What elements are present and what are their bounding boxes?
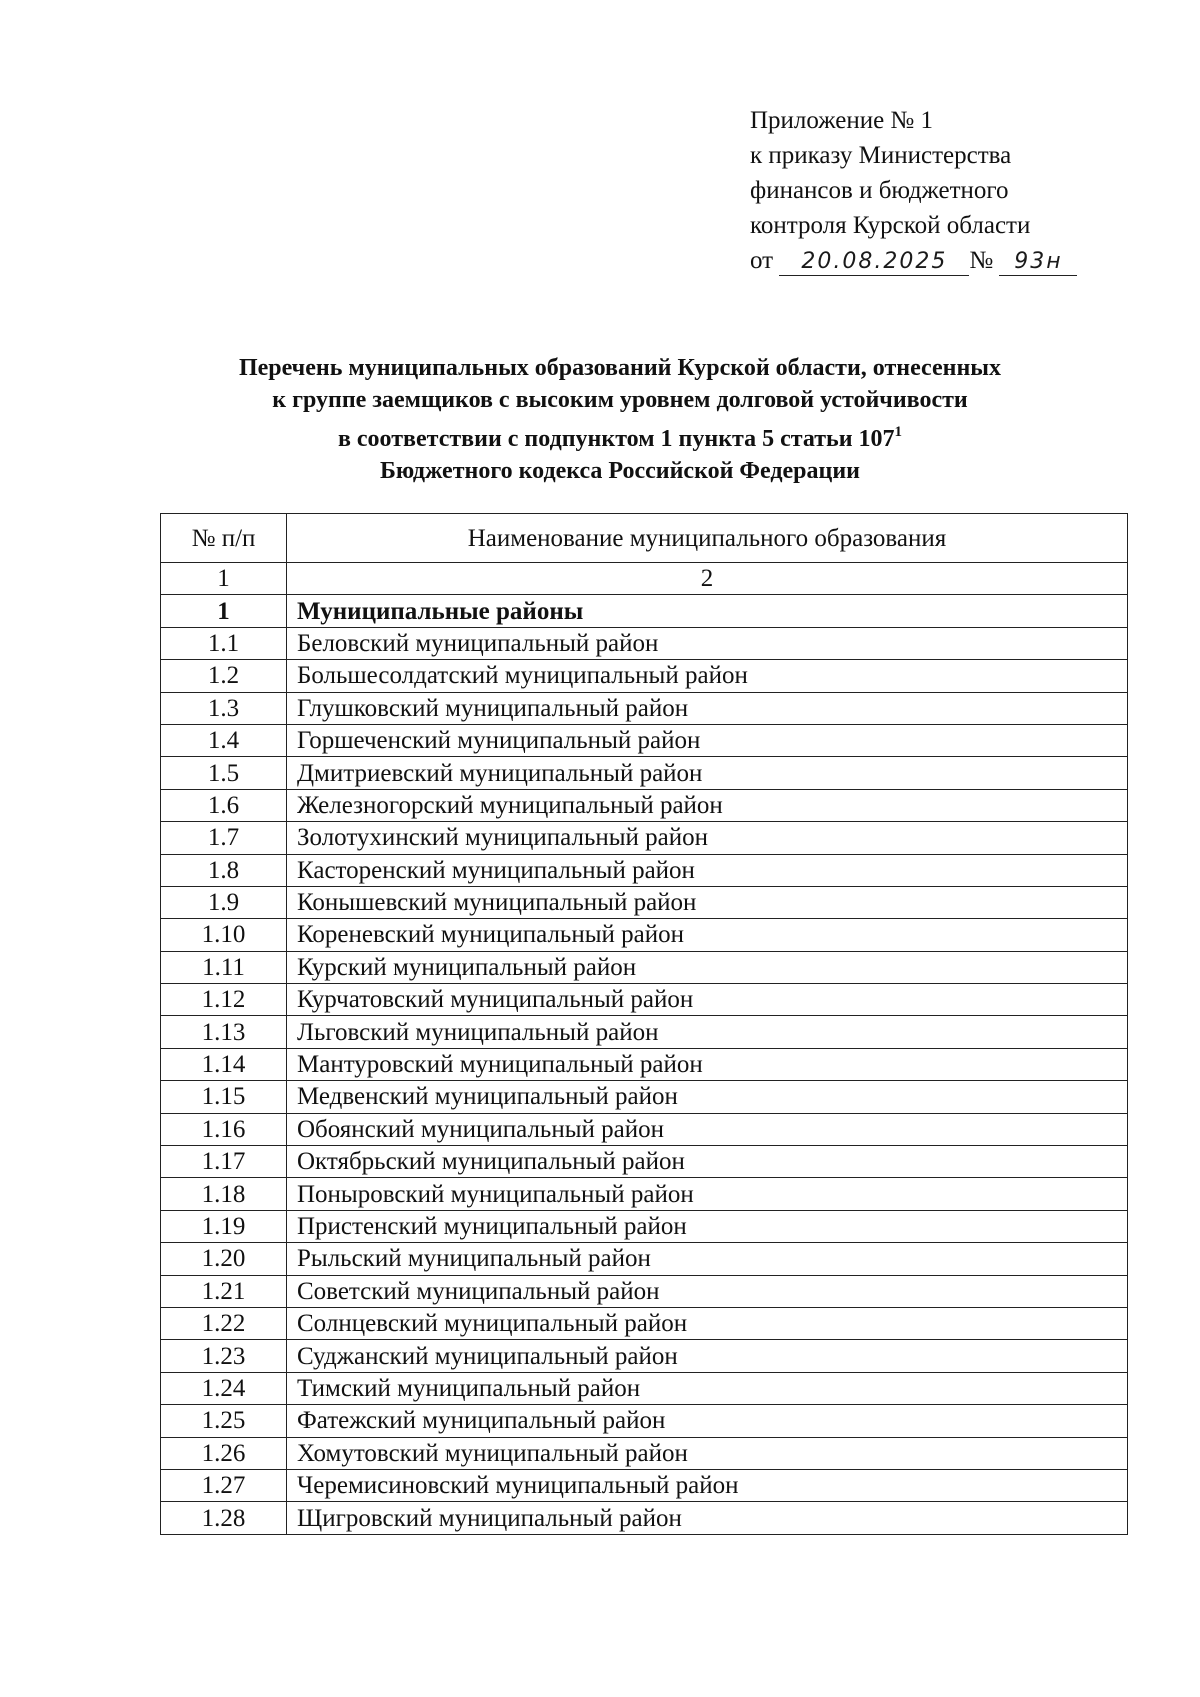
row-number: 1.2 bbox=[161, 660, 287, 692]
row-municipality-name: Золотухинский муниципальный район bbox=[287, 822, 1128, 854]
column-number-2: 2 bbox=[287, 563, 1128, 595]
table-row bbox=[161, 1113, 1128, 1145]
table-row bbox=[161, 1081, 1128, 1113]
row-municipality-name: Обоянский муниципальный район bbox=[287, 1113, 1128, 1145]
title-line-3-text: в соответствии с подпунктом 1 пункта 5 статьи 107 bbox=[337, 426, 895, 452]
row-municipality-name: Рыльский муниципальный район bbox=[287, 1243, 1128, 1275]
appendix-line-4: контроля Курской области bbox=[750, 212, 1031, 239]
table-row bbox=[161, 1178, 1128, 1210]
document-title bbox=[120, 352, 1120, 487]
title-line-4: Бюджетного кодекса Российской Федерации bbox=[379, 458, 860, 484]
table-row bbox=[161, 724, 1128, 756]
table-row bbox=[161, 951, 1128, 983]
table-row bbox=[161, 1243, 1128, 1275]
row-municipality-name: Мантуровский муниципальный район bbox=[287, 1048, 1128, 1080]
row-municipality-name: Тимский муниципальный район bbox=[287, 1372, 1128, 1404]
row-number: 1.6 bbox=[161, 789, 287, 821]
municipalities-table bbox=[160, 513, 1128, 1535]
table-row bbox=[161, 1340, 1128, 1372]
row-municipality-name: Беловский муниципальный район bbox=[287, 627, 1128, 659]
appendix-line-2: к приказу Министерства bbox=[750, 142, 1012, 169]
table-row bbox=[161, 1405, 1128, 1437]
row-municipality-name: Советский муниципальный район bbox=[287, 1275, 1128, 1307]
table-row bbox=[161, 1437, 1128, 1469]
from-label: от bbox=[750, 247, 774, 274]
table-row bbox=[161, 757, 1128, 789]
table-row bbox=[161, 660, 1128, 692]
table-row bbox=[161, 822, 1128, 854]
table-row bbox=[161, 854, 1128, 886]
row-municipality-name: Дмитриевский муниципальный район bbox=[287, 757, 1128, 789]
row-number: 1.4 bbox=[161, 724, 287, 756]
title-superscript: 1 bbox=[894, 424, 903, 440]
handwritten-order-number: 93н bbox=[999, 249, 1077, 276]
table-row bbox=[161, 1048, 1128, 1080]
column-number-1: 1 bbox=[161, 563, 287, 595]
title-line-1: Перечень муниципальных образований Курской области, отнесенных bbox=[238, 355, 1002, 381]
row-municipality-name: Фатежский муниципальный район bbox=[287, 1405, 1128, 1437]
title-line-3 bbox=[120, 416, 1120, 455]
row-number: 1.16 bbox=[161, 1113, 287, 1145]
table-row bbox=[161, 1275, 1128, 1307]
row-number: 1.11 bbox=[161, 951, 287, 983]
table-row bbox=[161, 789, 1128, 821]
section-name: Муниципальные районы bbox=[287, 595, 1128, 627]
row-number: 1.24 bbox=[161, 1372, 287, 1404]
row-municipality-name: Пристенский муниципальный район bbox=[287, 1210, 1128, 1242]
column-number-row bbox=[161, 563, 1128, 595]
order-reference-line bbox=[750, 243, 1110, 278]
row-number: 1.9 bbox=[161, 886, 287, 918]
row-municipality-name: Кореневский муниципальный район bbox=[287, 919, 1128, 951]
row-number: 1.1 bbox=[161, 627, 287, 659]
table-row bbox=[161, 692, 1128, 724]
table-row bbox=[161, 1146, 1128, 1178]
row-number: 1.20 bbox=[161, 1243, 287, 1275]
row-number: 1.18 bbox=[161, 1178, 287, 1210]
table-row bbox=[161, 919, 1128, 951]
row-number: 1.21 bbox=[161, 1275, 287, 1307]
row-number: 1.10 bbox=[161, 919, 287, 951]
row-number: 1.13 bbox=[161, 1016, 287, 1048]
handwritten-date: 20.08.2025 bbox=[779, 249, 969, 276]
section-row bbox=[161, 595, 1128, 627]
row-municipality-name: Железногорский муниципальный район bbox=[287, 789, 1128, 821]
appendix-line-3: финансов и бюджетного bbox=[750, 177, 1009, 204]
row-number: 1.15 bbox=[161, 1081, 287, 1113]
table-row bbox=[161, 1016, 1128, 1048]
row-number: 1.22 bbox=[161, 1307, 287, 1339]
row-number: 1.12 bbox=[161, 984, 287, 1016]
section-number: 1 bbox=[161, 595, 287, 627]
row-municipality-name: Поныровский муниципальный район bbox=[287, 1178, 1128, 1210]
header-name: Наименование муниципального образования bbox=[287, 514, 1128, 563]
table-row bbox=[161, 886, 1128, 918]
row-municipality-name: Медвенский муниципальный район bbox=[287, 1081, 1128, 1113]
row-number: 1.14 bbox=[161, 1048, 287, 1080]
row-municipality-name: Щигровский муниципальный район bbox=[287, 1502, 1128, 1534]
table-row bbox=[161, 1210, 1128, 1242]
table-header-row bbox=[161, 514, 1128, 563]
row-municipality-name: Суджанский муниципальный район bbox=[287, 1340, 1128, 1372]
table-row bbox=[161, 627, 1128, 659]
row-municipality-name: Курчатовский муниципальный район bbox=[287, 984, 1128, 1016]
row-municipality-name: Льговский муниципальный район bbox=[287, 1016, 1128, 1048]
row-municipality-name: Конышевский муниципальный район bbox=[287, 886, 1128, 918]
row-number: 1.26 bbox=[161, 1437, 287, 1469]
table-row bbox=[161, 1502, 1128, 1534]
row-municipality-name: Касторенский муниципальный район bbox=[287, 854, 1128, 886]
row-municipality-name: Курский муниципальный район bbox=[287, 951, 1128, 983]
row-municipality-name: Большесолдатский муниципальный район bbox=[287, 660, 1128, 692]
row-municipality-name: Глушковский муниципальный район bbox=[287, 692, 1128, 724]
table-row bbox=[161, 984, 1128, 1016]
row-municipality-name: Горшеченский муниципальный район bbox=[287, 724, 1128, 756]
row-municipality-name: Черемисиновский муниципальный район bbox=[287, 1469, 1128, 1501]
table-row bbox=[161, 1469, 1128, 1501]
number-label: № bbox=[969, 247, 994, 274]
row-number: 1.17 bbox=[161, 1146, 287, 1178]
row-municipality-name: Хомутовский муниципальный район bbox=[287, 1437, 1128, 1469]
row-number: 1.5 bbox=[161, 757, 287, 789]
row-number: 1.27 bbox=[161, 1469, 287, 1501]
row-number: 1.19 bbox=[161, 1210, 287, 1242]
table-row bbox=[161, 1372, 1128, 1404]
row-number: 1.8 bbox=[161, 854, 287, 886]
table-row bbox=[161, 1307, 1128, 1339]
header-number: № п/п bbox=[161, 514, 287, 563]
title-line-2: к группе заемщиков с высоким уровнем долговой устойчивости bbox=[272, 387, 968, 413]
row-number: 1.3 bbox=[161, 692, 287, 724]
row-number: 1.25 bbox=[161, 1405, 287, 1437]
appendix-line-1: Приложение № 1 bbox=[750, 107, 934, 134]
row-municipality-name: Солнцевский муниципальный район bbox=[287, 1307, 1128, 1339]
appendix-header bbox=[750, 103, 1110, 278]
row-number: 1.28 bbox=[161, 1502, 287, 1534]
row-number: 1.23 bbox=[161, 1340, 287, 1372]
row-municipality-name: Октябрьский муниципальный район bbox=[287, 1146, 1128, 1178]
row-number: 1.7 bbox=[161, 822, 287, 854]
